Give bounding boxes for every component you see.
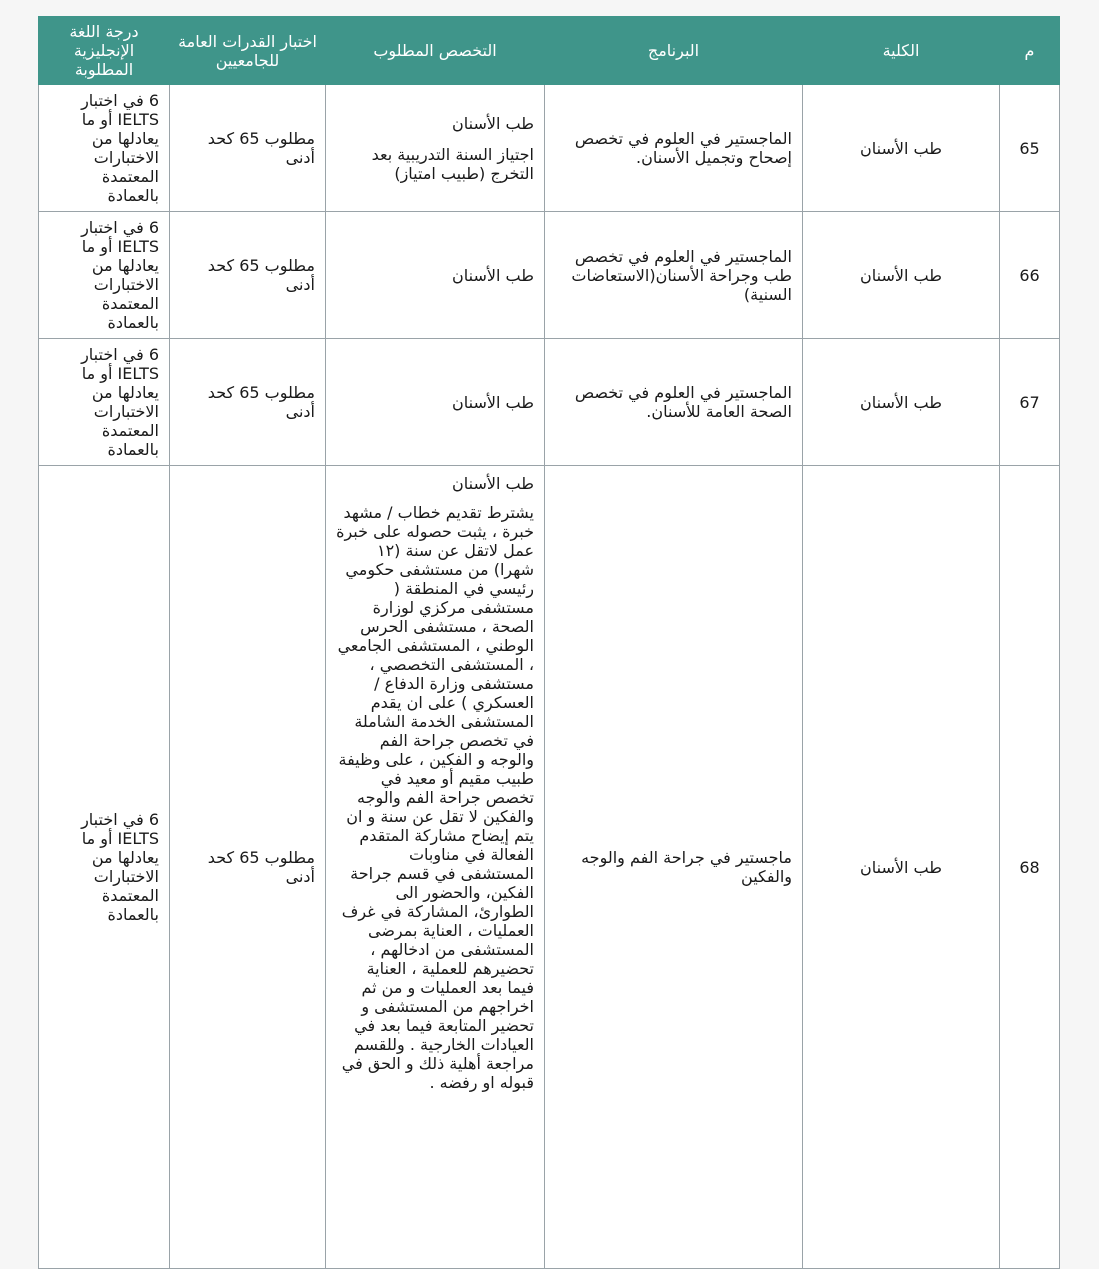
header-specialization: التخصص المطلوب xyxy=(326,17,545,85)
college-cell: طب الأسنان xyxy=(803,466,1000,1269)
college-cell: طب الأسنان xyxy=(803,339,1000,466)
english-cell: 6 في اختبار IELTS أو ما يعادلها من الاختبارات المعتمدة بالعمادة xyxy=(39,339,170,466)
specialization-cell xyxy=(326,85,545,212)
specialization-cell: طب الأسنان xyxy=(326,212,545,339)
program-cell: ماجستير في جراحة الفم والوجه والفكين xyxy=(545,466,803,1269)
table-row xyxy=(39,212,1060,339)
college-cell: طب الأسنان xyxy=(803,85,1000,212)
table-header xyxy=(39,17,1060,85)
aptitude-cell: مطلوب 65 كحد أدنى xyxy=(170,212,326,339)
row-number: 65 xyxy=(1000,85,1060,212)
specialization-note: يشترط تقديم خطاب / مشهد خبرة ، يثبت حصوله على خبرة عمل لاتقل عن سنة (١٢ شهرا) من مستشفى حكومي رئيسي في المنطقة ( مستشفى مركزي لوزارة الصحة ، مستشفى الحرس الوطني ، المستشفى الجامعي ، المستشفى التخصصي ، مستشفى وزارة الدفاع / العسكري ) على ان يقدم المستشفى الخدمة الشاملة في تخصص جراحة الفم والوجه و الفكين ، على وظيفة طبيب مقيم أو معيد في تخصص جراحة الفم والوجه والفكين لا تقل عن سنة و ان يتم إيضاح مشاركة المتقدم الفعالة في مناوبات المستشفى في قسم جراحة الفكين، والحضور الى الطوارئ، المشاركة في غرف العمليات ، العناية بمرضى المستشفى من ادخالهم ، تحضيرهم للعملية ، العناية فيما بعد العمليات و من ثم اخراجهم من المستشفى و تحضير المتابعة فيما بعد في العيادات الخارجية . وللقسم مراجعة أهلية ذلك و الحق في قبوله او رفضه . xyxy=(336,503,534,1092)
header-program: البرنامج xyxy=(545,17,803,85)
aptitude-cell: مطلوب 65 كحد أدنى xyxy=(170,466,326,1269)
specialization-cell xyxy=(326,466,545,1269)
table-row xyxy=(39,466,1060,1269)
specialization-note: اجتياز السنة التدريبية بعد التخرج (طبيب امتياز) xyxy=(371,144,534,183)
header-english-score: درجة اللغة الإنجليزية المطلوبة xyxy=(39,17,170,85)
aptitude-cell: مطلوب 65 كحد أدنى xyxy=(170,339,326,466)
english-cell: 6 في اختبار IELTS أو ما يعادلها من الاختبارات المعتمدة بالعمادة xyxy=(39,212,170,339)
english-cell: 6 في اختبار IELTS أو ما يعادلها من الاختبارات المعتمدة بالعمادة xyxy=(39,85,170,212)
table-row xyxy=(39,85,1060,212)
program-cell: الماجستير في العلوم في تخصص الصحة العامة للأسنان. xyxy=(545,339,803,466)
program-cell: الماجستير في العلوم في تخصص طب وجراحة الأسنان(الاستعاضات السنية) xyxy=(545,212,803,339)
header-num: م xyxy=(1000,17,1060,85)
program-cell: الماجستير في العلوم في تخصص إصحاح وتجميل الأسنان. xyxy=(545,85,803,212)
aptitude-cell: مطلوب 65 كحد أدنى xyxy=(170,85,326,212)
header-aptitude-test: اختبار القدرات العامة للجامعيين xyxy=(170,17,326,85)
table-row xyxy=(39,339,1060,466)
english-cell: 6 في اختبار IELTS أو ما يعادلها من الاختبارات المعتمدة بالعمادة xyxy=(39,466,170,1269)
row-number: 67 xyxy=(1000,339,1060,466)
specialization-cell: طب الأسنان xyxy=(326,339,545,466)
row-number: 68 xyxy=(1000,466,1060,1269)
row-number: 66 xyxy=(1000,212,1060,339)
header-row xyxy=(39,17,1060,85)
specialization-text: طب الأسنان xyxy=(452,113,534,133)
table-body xyxy=(39,85,1060,1269)
header-college: الكلية xyxy=(803,17,1000,85)
specialization-text: طب الأسنان xyxy=(452,474,534,493)
admission-requirements-table xyxy=(38,16,1060,1269)
college-cell: طب الأسنان xyxy=(803,212,1000,339)
